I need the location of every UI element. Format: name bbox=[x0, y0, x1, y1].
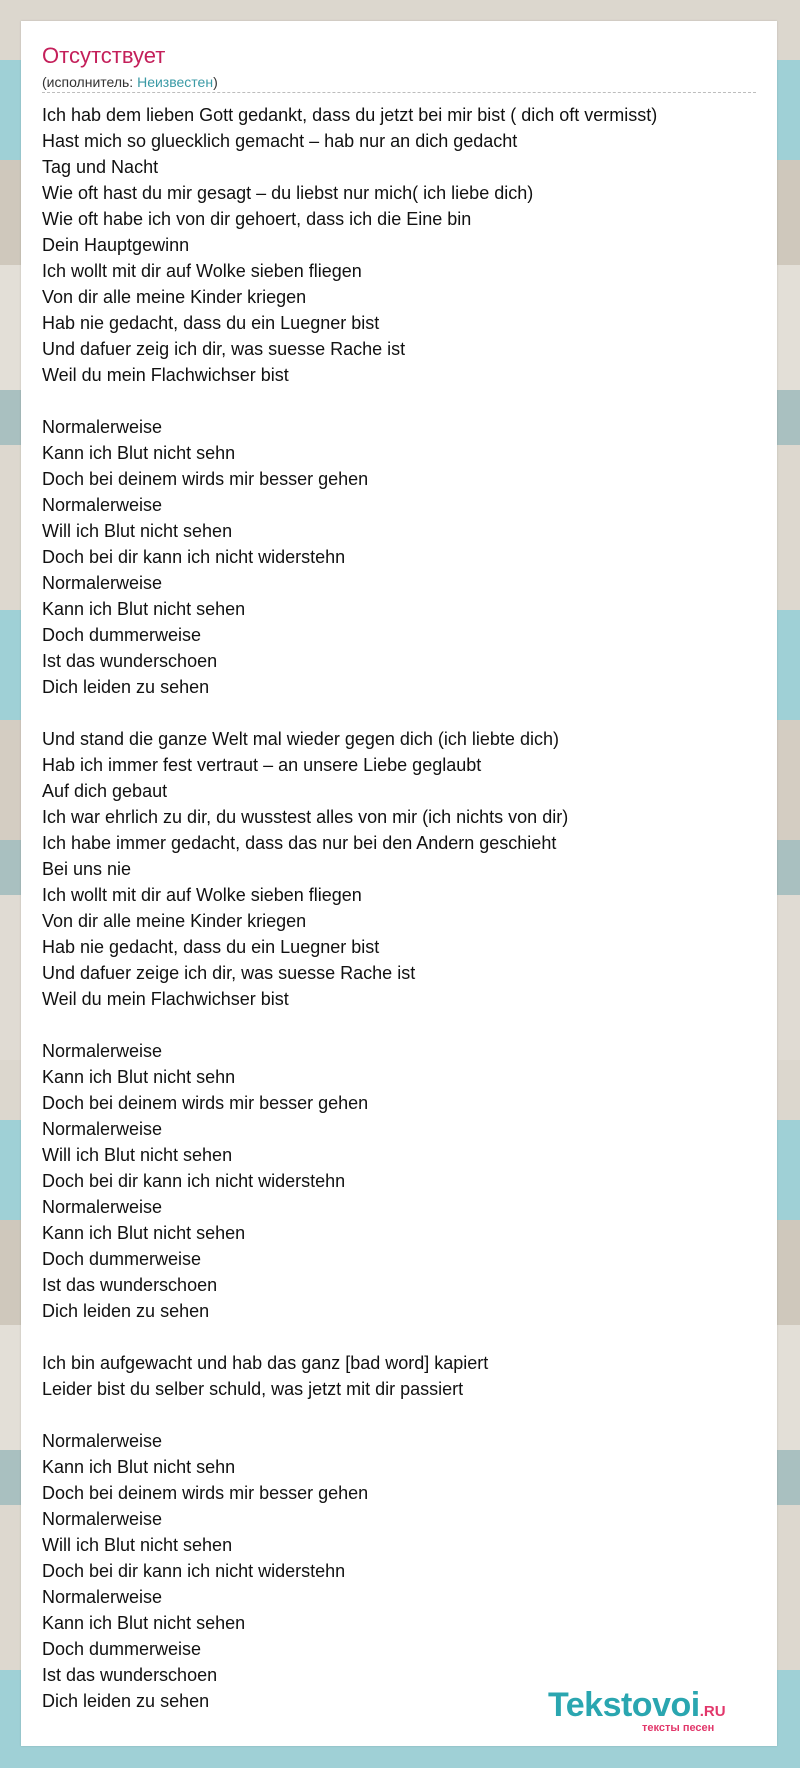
lyric-line: Ist das wunderschoen bbox=[42, 1275, 218, 1295]
lyrics-page bbox=[21, 21, 777, 1746]
lyric-line: Normalerweise bbox=[42, 1119, 163, 1139]
lyric-line: Doch bei deinem wirds mir besser gehen bbox=[42, 1483, 369, 1503]
lyric-line: Kann ich Blut nicht sehn bbox=[42, 1067, 236, 1087]
lyric-line: Will ich Blut nicht sehen bbox=[42, 521, 233, 541]
lyric-line: Bei uns nie bbox=[42, 859, 132, 879]
lyric-line: Hab ich immer fest vertraut – an unsere Liebe geglaubt bbox=[42, 755, 482, 775]
artist-suffix: ) bbox=[213, 74, 218, 90]
lyric-line: Kann ich Blut nicht sehn bbox=[42, 1457, 236, 1477]
lyric-line: Normalerweise bbox=[42, 417, 163, 437]
logo-main-text: Tekstovoi bbox=[548, 1686, 700, 1724]
lyric-line: Und dafuer zeige ich dir, was suesse Rache ist bbox=[42, 963, 416, 983]
lyric-line: Dich leiden zu sehen bbox=[42, 677, 210, 697]
lyric-line: Normalerweise bbox=[42, 1197, 163, 1217]
lyric-line: Hab nie gedacht, dass du ein Luegner bist bbox=[42, 313, 380, 333]
lyric-line: Dich leiden zu sehen bbox=[42, 1301, 210, 1321]
lyric-line: Ist das wunderschoen bbox=[42, 1665, 218, 1685]
lyric-line: Hab nie gedacht, dass du ein Luegner bist bbox=[42, 937, 380, 957]
lyric-line: Wie oft hast du mir gesagt – du liebst nur mich( ich liebe dich) bbox=[42, 183, 534, 203]
lyric-line: Und stand die ganze Welt mal wieder gegen dich (ich liebte dich) bbox=[42, 729, 559, 749]
lyric-line: Kann ich Blut nicht sehen bbox=[42, 1613, 246, 1633]
lyric-line: Und dafuer zeig ich dir, was suesse Rache ist bbox=[42, 339, 406, 359]
artist-line bbox=[42, 73, 218, 91]
artist-link[interactable]: Неизвестен bbox=[137, 74, 214, 90]
lyrics-text bbox=[42, 102, 767, 1714]
lyric-line: Kann ich Blut nicht sehen bbox=[42, 599, 246, 619]
lyric-line: Hast mich so gluecklich gemacht – hab nur an dich gedacht bbox=[42, 131, 518, 151]
header-divider bbox=[42, 92, 756, 93]
lyric-line: Doch bei deinem wirds mir besser gehen bbox=[42, 1093, 369, 1113]
lyric-line: Ich wollt mit dir auf Wolke sieben fliegen bbox=[42, 261, 362, 281]
lyric-line: Tag und Nacht bbox=[42, 157, 159, 177]
lyric-line: Doch dummerweise bbox=[42, 1249, 202, 1269]
stanza-break bbox=[42, 700, 767, 726]
lyric-line: Doch bei dir kann ich nicht widerstehn bbox=[42, 1171, 346, 1191]
lyric-line: Ich habe immer gedacht, dass das nur bei den Andern geschieht bbox=[42, 833, 557, 853]
lyric-line: Normalerweise bbox=[42, 1041, 163, 1061]
lyric-line: Weil du mein Flachwichser bist bbox=[42, 989, 289, 1009]
lyric-line: Kann ich Blut nicht sehn bbox=[42, 443, 236, 463]
lyric-line: Ich wollt mit dir auf Wolke sieben fliegen bbox=[42, 885, 362, 905]
lyric-line: Ich war ehrlich zu dir, du wusstest alles von mir (ich nichts von dir) bbox=[42, 807, 569, 827]
tekstovoi-logo[interactable] bbox=[548, 1686, 748, 1736]
lyric-line: Normalerweise bbox=[42, 1587, 163, 1607]
lyric-line: Von dir alle meine Kinder kriegen bbox=[42, 911, 307, 931]
lyric-line: Dich leiden zu sehen bbox=[42, 1691, 210, 1711]
lyric-line: Wie oft habe ich von dir gehoert, dass ich die Eine bin bbox=[42, 209, 472, 229]
lyric-line: Normalerweise bbox=[42, 495, 163, 515]
lyric-line: Weil du mein Flachwichser bist bbox=[42, 365, 289, 385]
song-title: Отсутствует bbox=[42, 43, 166, 68]
lyric-line: Ist das wunderschoen bbox=[42, 651, 218, 671]
lyric-line: Doch dummerweise bbox=[42, 1639, 202, 1659]
logo-tagline: тексты песен bbox=[642, 1722, 715, 1734]
lyric-line: Ich hab dem lieben Gott gedankt, dass du jetzt bei mir bist ( dich oft vermisst) bbox=[42, 105, 658, 125]
lyric-line: Auf dich gebaut bbox=[42, 781, 168, 801]
logo-tld: .RU bbox=[699, 1703, 726, 1720]
lyric-line: Will ich Blut nicht sehen bbox=[42, 1145, 233, 1165]
lyric-line: Dein Hauptgewinn bbox=[42, 235, 190, 255]
lyric-line: Normalerweise bbox=[42, 1509, 163, 1529]
stanza-break bbox=[42, 1012, 767, 1038]
lyric-line: Von dir alle meine Kinder kriegen bbox=[42, 287, 307, 307]
lyric-line: Kann ich Blut nicht sehen bbox=[42, 1223, 246, 1243]
stanza-break bbox=[42, 1324, 767, 1350]
lyric-line: Normalerweise bbox=[42, 1431, 163, 1451]
lyric-line: Doch dummerweise bbox=[42, 625, 202, 645]
lyric-line: Normalerweise bbox=[42, 573, 163, 593]
lyric-line: Doch bei dir kann ich nicht widerstehn bbox=[42, 547, 346, 567]
lyric-line: Ich bin aufgewacht und hab das ganz [bad word] kapiert bbox=[42, 1353, 489, 1373]
lyric-line: Leider bist du selber schuld, was jetzt mit dir passiert bbox=[42, 1379, 464, 1399]
artist-prefix: (исполнитель: bbox=[42, 74, 138, 90]
lyric-line: Doch bei dir kann ich nicht widerstehn bbox=[42, 1561, 346, 1581]
stanza-break bbox=[42, 1402, 767, 1428]
stanza-break bbox=[42, 388, 767, 414]
lyric-line: Doch bei deinem wirds mir besser gehen bbox=[42, 469, 369, 489]
lyric-line: Will ich Blut nicht sehen bbox=[42, 1535, 233, 1555]
